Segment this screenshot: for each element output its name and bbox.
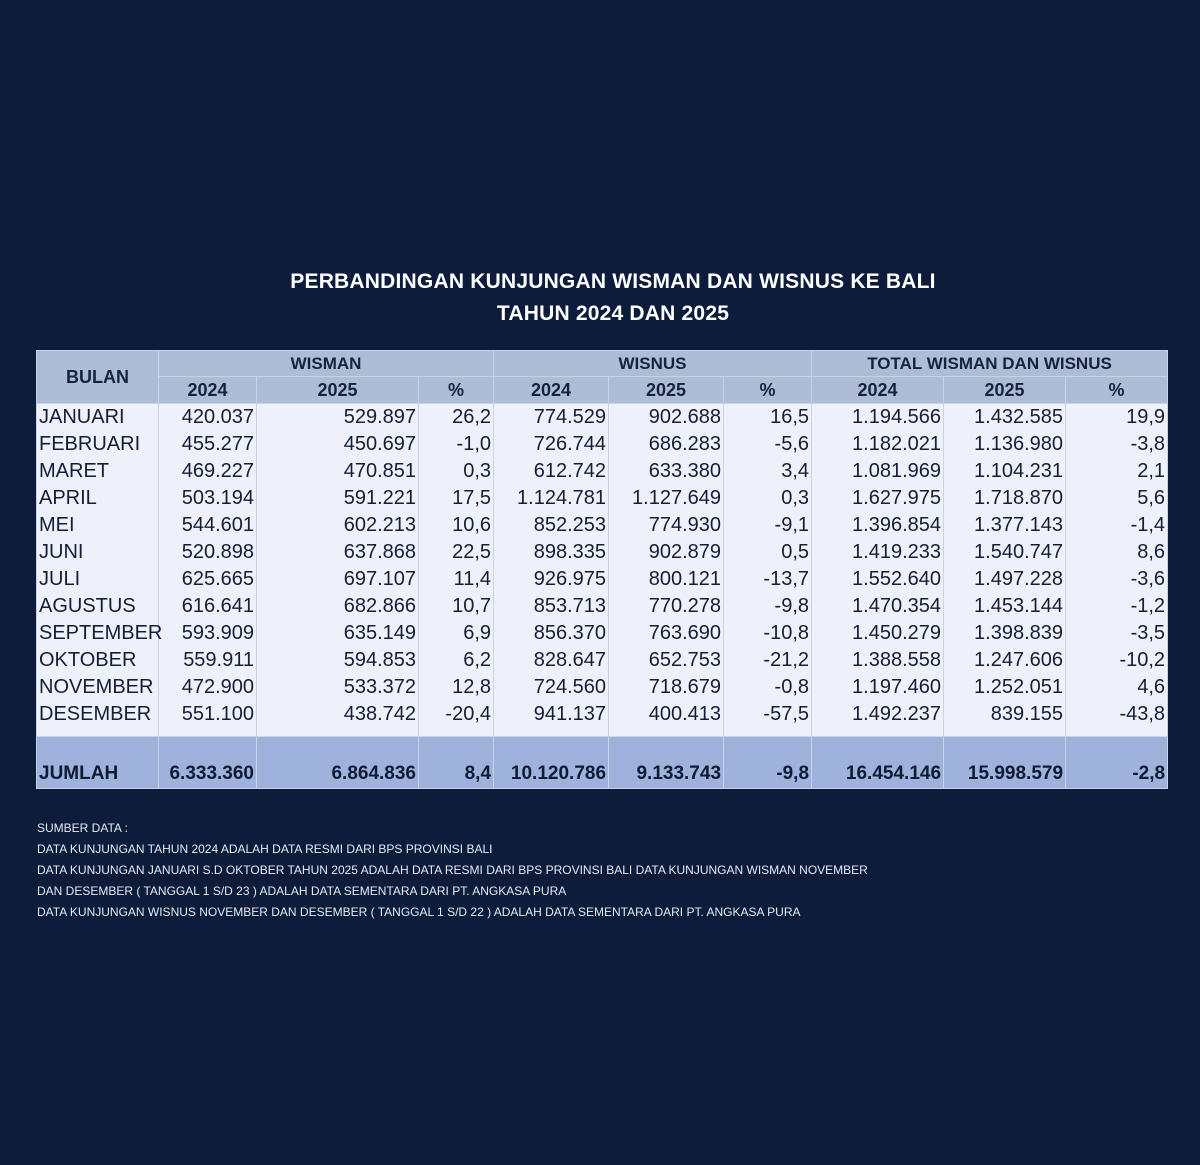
table-row	[37, 458, 1168, 485]
value-cell: 1.492.237	[812, 701, 944, 728]
table-row	[37, 539, 1168, 566]
value-cell: 420.037	[159, 404, 257, 432]
value-cell: 17,5	[419, 485, 494, 512]
column-header: 2024	[494, 377, 609, 404]
value-cell: 898.335	[494, 539, 609, 566]
month-cell: MARET	[37, 458, 159, 485]
value-cell: 469.227	[159, 458, 257, 485]
value-cell: -1,4	[1066, 512, 1168, 539]
total-value-cell: 9.133.743	[609, 737, 724, 789]
value-cell: 400.413	[609, 701, 724, 728]
total-value-cell: 10.120.786	[494, 737, 609, 789]
value-cell: 1.252.051	[944, 674, 1066, 701]
value-cell: 5,6	[1066, 485, 1168, 512]
value-cell: 616.641	[159, 593, 257, 620]
value-cell: 853.713	[494, 593, 609, 620]
table-row	[37, 566, 1168, 593]
column-header: 2025	[257, 377, 419, 404]
total-value-cell: 16.454.146	[812, 737, 944, 789]
value-cell: 1.136.980	[944, 431, 1066, 458]
value-cell: 1.497.228	[944, 566, 1066, 593]
value-cell: 1.432.585	[944, 404, 1066, 432]
value-cell: 591.221	[257, 485, 419, 512]
page-title	[0, 266, 1200, 330]
value-cell: 1.470.354	[812, 593, 944, 620]
value-cell: 1.247.606	[944, 647, 1066, 674]
value-cell: 533.372	[257, 674, 419, 701]
value-cell: 697.107	[257, 566, 419, 593]
total-value-cell: -2,8	[1066, 737, 1168, 789]
column-header: 2025	[609, 377, 724, 404]
value-cell: 503.194	[159, 485, 257, 512]
value-cell: 724.560	[494, 674, 609, 701]
value-cell: 438.742	[257, 701, 419, 728]
value-cell: -10,2	[1066, 647, 1168, 674]
spacer-cell	[1066, 728, 1168, 737]
column-header: 2024	[159, 377, 257, 404]
value-cell: -1,0	[419, 431, 494, 458]
spacer-cell	[257, 728, 419, 737]
total-value-cell: -9,8	[724, 737, 812, 789]
value-cell: 1.398.839	[944, 620, 1066, 647]
value-cell: 529.897	[257, 404, 419, 432]
value-cell: 12,8	[419, 674, 494, 701]
group-header-wisnus: WISNUS	[494, 351, 812, 377]
value-cell: 559.911	[159, 647, 257, 674]
month-cell: JULI	[37, 566, 159, 593]
value-cell: 1.419.233	[812, 539, 944, 566]
column-header: %	[1066, 377, 1168, 404]
total-value-cell: 8,4	[419, 737, 494, 789]
value-cell: 1.450.279	[812, 620, 944, 647]
value-cell: 637.868	[257, 539, 419, 566]
value-cell: 455.277	[159, 431, 257, 458]
month-cell: AGUSTUS	[37, 593, 159, 620]
value-cell: 26,2	[419, 404, 494, 432]
month-cell: OKTOBER	[37, 647, 159, 674]
table-row	[37, 620, 1168, 647]
value-cell: 594.853	[257, 647, 419, 674]
spacer-cell	[159, 728, 257, 737]
total-value-cell: 15.998.579	[944, 737, 1066, 789]
value-cell: 800.121	[609, 566, 724, 593]
spacer-cell	[37, 728, 159, 737]
value-cell: 450.697	[257, 431, 419, 458]
value-cell: 852.253	[494, 512, 609, 539]
value-cell: 763.690	[609, 620, 724, 647]
bulan-header: BULAN	[37, 351, 159, 404]
value-cell: -1,2	[1066, 593, 1168, 620]
value-cell: -9,1	[724, 512, 812, 539]
value-cell: -10,8	[724, 620, 812, 647]
value-cell: 633.380	[609, 458, 724, 485]
value-cell: 0,3	[419, 458, 494, 485]
value-cell: -21,2	[724, 647, 812, 674]
value-cell: -3,5	[1066, 620, 1168, 647]
note-line: DAN DESEMBER ( TANGGAL 1 S/D 23 ) ADALAH DATA SEMENTARA DARI PT. ANGKASA PURA	[37, 884, 567, 898]
value-cell: 2,1	[1066, 458, 1168, 485]
month-cell: NOVEMBER	[37, 674, 159, 701]
table-row	[37, 431, 1168, 458]
value-cell: 22,5	[419, 539, 494, 566]
value-cell: 1.396.854	[812, 512, 944, 539]
spacer-row	[37, 728, 1168, 737]
value-cell: 10,6	[419, 512, 494, 539]
value-cell: 593.909	[159, 620, 257, 647]
value-cell: 19,9	[1066, 404, 1168, 432]
total-label-cell: JUMLAH	[37, 737, 159, 789]
total-value-cell: 6.864.836	[257, 737, 419, 789]
note-line: DATA KUNJUNGAN JANUARI S.D OKTOBER TAHUN 2025 ADALAH DATA RESMI DARI BPS PROVINSI BALI DATA KUNJUNGAN WISMAN NOVEMBER	[37, 863, 868, 877]
spacer-cell	[944, 728, 1066, 737]
value-cell: 1.627.975	[812, 485, 944, 512]
month-cell: DESEMBER	[37, 701, 159, 728]
value-cell: 902.879	[609, 539, 724, 566]
source-notes	[37, 818, 1037, 923]
value-cell: 635.149	[257, 620, 419, 647]
value-cell: 1.182.021	[812, 431, 944, 458]
group-header-wisman: WISMAN	[159, 351, 494, 377]
value-cell: 1.194.566	[812, 404, 944, 432]
column-header: 2025	[944, 377, 1066, 404]
value-cell: 612.742	[494, 458, 609, 485]
value-cell: 770.278	[609, 593, 724, 620]
value-cell: -9,8	[724, 593, 812, 620]
value-cell: 8,6	[1066, 539, 1168, 566]
table-row	[37, 647, 1168, 674]
table-row	[37, 593, 1168, 620]
value-cell: 6,9	[419, 620, 494, 647]
spacer-cell	[812, 728, 944, 737]
value-cell: 0,5	[724, 539, 812, 566]
table-body	[37, 404, 1168, 789]
note-line: DATA KUNJUNGAN TAHUN 2024 ADALAH DATA RESMI DARI BPS PROVINSI BALI	[37, 842, 493, 856]
value-cell: 941.137	[494, 701, 609, 728]
value-cell: 625.665	[159, 566, 257, 593]
value-cell: 1.453.144	[944, 593, 1066, 620]
title-line-2: TAHUN 2024 DAN 2025	[496, 302, 730, 325]
value-cell: 718.679	[609, 674, 724, 701]
value-cell: 6,2	[419, 647, 494, 674]
value-cell: -3,8	[1066, 431, 1168, 458]
value-cell: -57,5	[724, 701, 812, 728]
value-cell: 682.866	[257, 593, 419, 620]
table-row	[37, 485, 1168, 512]
value-cell: -43,8	[1066, 701, 1168, 728]
value-cell: 544.601	[159, 512, 257, 539]
value-cell: -5,6	[724, 431, 812, 458]
value-cell: 472.900	[159, 674, 257, 701]
title-line-1: PERBANDINGAN KUNJUNGAN WISMAN DAN WISNUS KE BALI	[290, 270, 936, 293]
value-cell: 4,6	[1066, 674, 1168, 701]
value-cell: 1.081.969	[812, 458, 944, 485]
value-cell: 828.647	[494, 647, 609, 674]
table-row	[37, 674, 1168, 701]
value-cell: -0,8	[724, 674, 812, 701]
group-header-total: TOTAL WISMAN DAN WISNUS	[812, 351, 1168, 377]
value-cell: 902.688	[609, 404, 724, 432]
value-cell: 11,4	[419, 566, 494, 593]
value-cell: 686.283	[609, 431, 724, 458]
value-cell: -20,4	[419, 701, 494, 728]
spacer-cell	[609, 728, 724, 737]
value-cell: 856.370	[494, 620, 609, 647]
header-row-years	[37, 377, 1168, 404]
value-cell: 3,4	[724, 458, 812, 485]
column-header: %	[419, 377, 494, 404]
header-row-groups	[37, 351, 1168, 377]
month-cell: APRIL	[37, 485, 159, 512]
value-cell: 1.377.143	[944, 512, 1066, 539]
value-cell: 0,3	[724, 485, 812, 512]
value-cell: 1.127.649	[609, 485, 724, 512]
table-row	[37, 512, 1168, 539]
spacer-cell	[724, 728, 812, 737]
spacer-cell	[419, 728, 494, 737]
value-cell: 16,5	[724, 404, 812, 432]
table-row	[37, 404, 1168, 432]
value-cell: 1.388.558	[812, 647, 944, 674]
total-row	[37, 737, 1168, 789]
table-row	[37, 701, 1168, 728]
value-cell: 839.155	[944, 701, 1066, 728]
value-cell: 1.718.870	[944, 485, 1066, 512]
value-cell: 774.930	[609, 512, 724, 539]
value-cell: 1.540.747	[944, 539, 1066, 566]
value-cell: 1.552.640	[812, 566, 944, 593]
value-cell: 926.975	[494, 566, 609, 593]
value-cell: 652.753	[609, 647, 724, 674]
note-line: DATA KUNJUNGAN WISNUS NOVEMBER DAN DESEMBER ( TANGGAL 1 S/D 22 ) ADALAH DATA SEMENTARA DARI PT. ANGKASA PURA	[37, 905, 801, 919]
column-header: %	[724, 377, 812, 404]
value-cell: 1.197.460	[812, 674, 944, 701]
value-cell: 520.898	[159, 539, 257, 566]
month-cell: FEBRUARI	[37, 431, 159, 458]
value-cell: 1.104.231	[944, 458, 1066, 485]
month-cell: JANUARI	[37, 404, 159, 432]
column-header: 2024	[812, 377, 944, 404]
visits-table	[36, 350, 1168, 789]
value-cell: 470.851	[257, 458, 419, 485]
total-value-cell: 6.333.360	[159, 737, 257, 789]
spacer-cell	[494, 728, 609, 737]
month-cell: JUNI	[37, 539, 159, 566]
month-cell: SEPTEMBER	[37, 620, 159, 647]
value-cell: 726.744	[494, 431, 609, 458]
value-cell: 774.529	[494, 404, 609, 432]
value-cell: -13,7	[724, 566, 812, 593]
value-cell: 1.124.781	[494, 485, 609, 512]
month-cell: MEI	[37, 512, 159, 539]
value-cell: 602.213	[257, 512, 419, 539]
value-cell: -3,6	[1066, 566, 1168, 593]
value-cell: 551.100	[159, 701, 257, 728]
value-cell: 10,7	[419, 593, 494, 620]
note-line: SUMBER DATA :	[37, 821, 128, 835]
